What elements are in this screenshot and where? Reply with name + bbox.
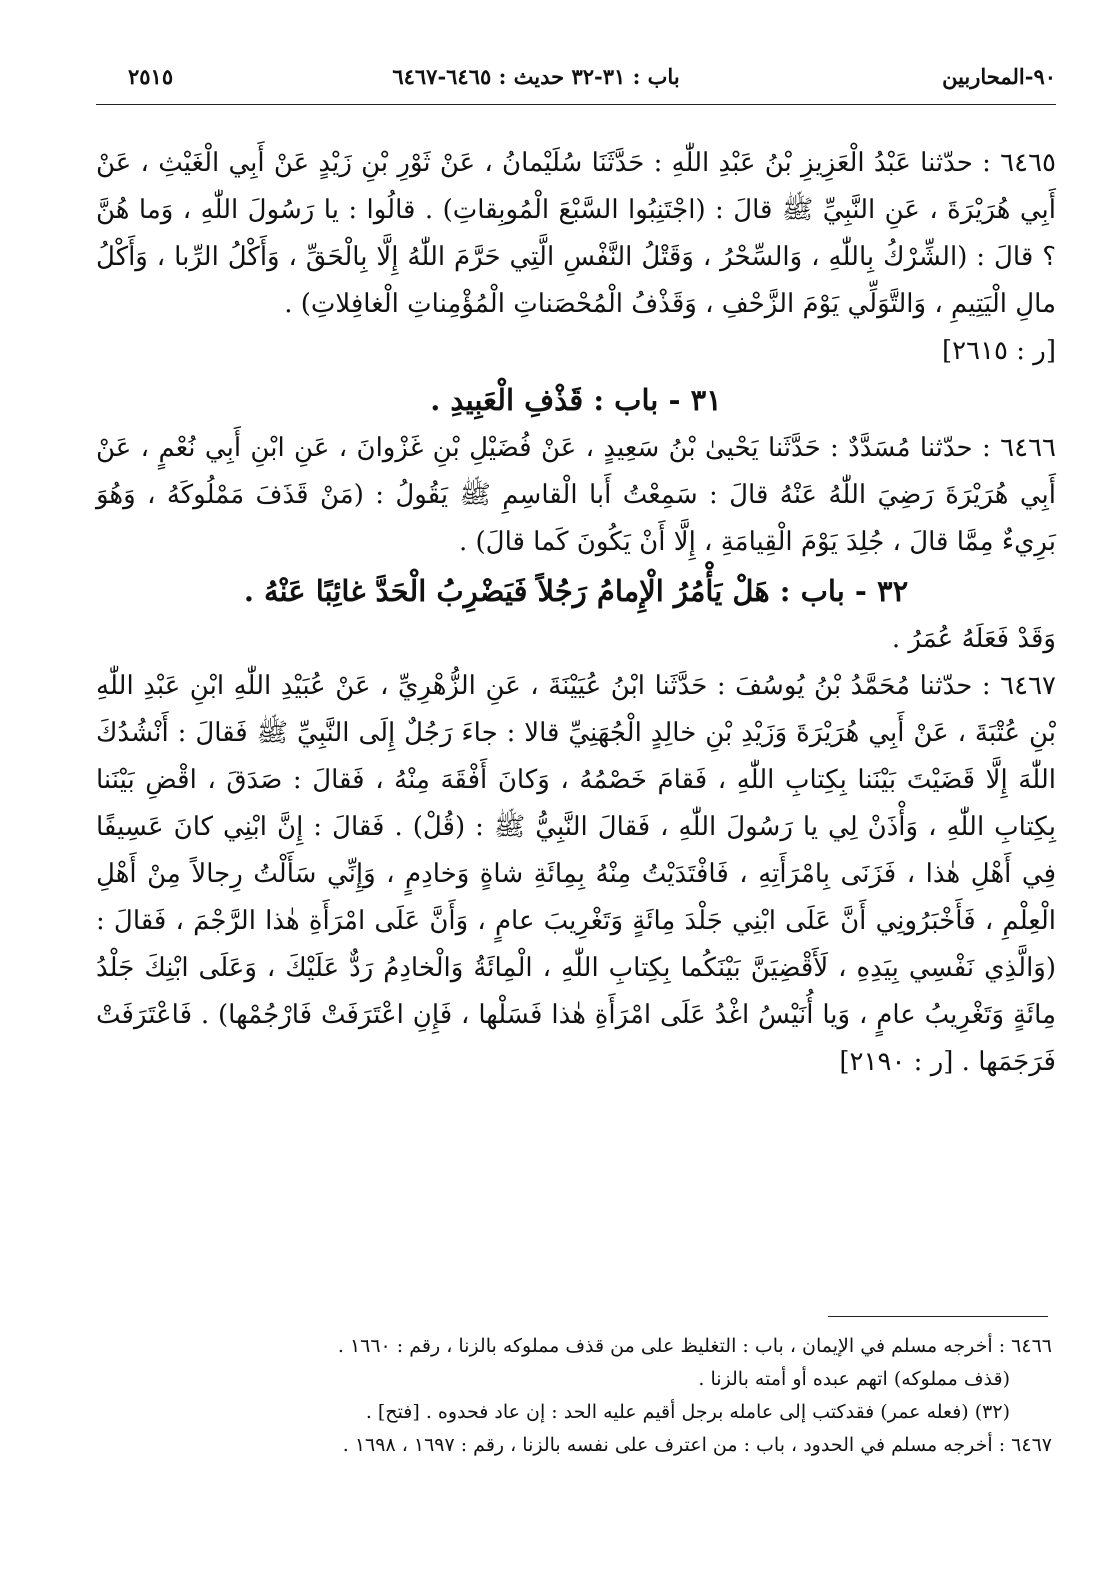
hadith-6467-reference: [ر : ٢١٩٠] — [839, 1047, 954, 1077]
bab-32-heading: ٣٢ - باب : هَلْ يَأْمُرُ الْإِمامُ رَجُلاً فَيَضْرِبُ الْحَدَّ غائِبًا عَنْهُ . — [243, 574, 909, 608]
bab-31-heading: ٣١ - باب : قَذْفِ الْعَبِيدِ . — [430, 383, 722, 417]
hadith-6467 — [96, 663, 1056, 1086]
hadith-6465-reference: [ر : ٢٦١٥] — [941, 336, 1056, 366]
hadith-6467-text: ٦٤٦٧ : حدّثنا مُحَمَّدُ بْنُ يُوسُفَ : حَدَّثَنا ابْنُ عُيَيْنَةَ ، عَنِ الزُّهْرِيِّ ، عَنْ عُبَيْدِ اللّٰهِ ابْنِ عَبْدِ اللّٰهِ بْنِ عُتْبَةَ ، عَنْ أَبِي هُرَيْرَةَ وَزَيْدِ بْنِ خالِدٍ الْجُهَنِيِّ قالا : جاءَ رَجُلٌ إِلَى النَّبِيِّ ﷺ فَقالَ : أَنْشُدُكَ اللّٰهَ إِلَّا قَضَيْتَ بَيْنَنا بِكِتابِ اللّٰهِ ، فَقامَ خَصْمُهُ ، وَكانَ أَفْقَهَ مِنْهُ ، فَقالَ : صَدَقَ ، اقْضِ بَيْنَنا بِكِتابِ اللّٰهِ ، وَأْذَنْ لِي يا رَسُولَ اللّٰهِ ، فَقالَ النَّبِيُّ ﷺ : (قُلْ) . فَقالَ : إِنَّ ابْنِي كانَ عَسِيفًا فِي أَهْلِ هٰذا ، فَزَنَى بِامْرَأَتِهِ ، فَافْتَدَيْتُ مِنْهُ بِمِائَةِ شاةٍ وَخادِمٍ ، وَإِنِّي سَأَلْتُ رِجالاً مِنْ أَهْلِ الْعِلْمِ ، فَأَخْبَرُونِي أَنَّ عَلَى ابْنِي جَلْدَ مِائَةٍ وَتَغْرِيبَ عامٍ ، وَأَنَّ عَلَى امْرَأَةِ هٰذا الرَّجْمَ ، فَقالَ : (وَالَّذِي نَفْسِي بِيَدِهِ ، لَأَقْضِيَنَّ بَيْنَكُما بِكِتابِ اللّٰهِ ، الْمِائَةُ وَالْخادِمُ رَدٌّ عَلَيْكَ ، وَعَلَى ابْنِكَ جَلْدُ مِائَةٍ وَتَغْرِيبُ عامٍ ، وَيا أُنَيْسُ اغْدُ عَلَى امْرَأَةِ هٰذا فَسَلْها ، فَإِنِ اعْتَرَفَتْ فَارْجُمْها) . فَاعْتَرَفَتْ فَرَجَمَها . — [96, 671, 1056, 1077]
hadith-6465: ٦٤٦٥ : حدّثنا عَبْدُ الْعَزِيزِ بْنُ عَبْدِ اللّٰهِ : حَدَّثَنَا سُلَيْمانُ ، عَنْ ثَوْرِ بْنِ زَيْدٍ عَنْ أَبِي الْغَيْثِ ، عَنْ أَبِي هُرَيْرَةَ ، عَنِ النَّبِيِّ ﷺ قالَ : (اجْتَنِبُوا السَّبْعَ الْمُوبِقاتِ) . قالُوا : يا رَسُولَ اللّٰهِ ، وَما هُنَّ ؟ قالَ : (الشِّرْكُ بِاللّٰهِ ، وَالسِّحْرُ ، وَقَتْلُ النَّفْسِ الَّتِي حَرَّمَ اللّٰهُ إِلَّا بِالْحَقِّ ، وَأَكْلُ الرِّبا ، وَأَكْلُ مالِ الْيَتِيمِ ، وَالتَّوَلِّي يَوْمَ الزَّحْفِ ، وَقَذْفُ الْمُحْصَناتِ الْمُؤْمِناتِ الْغافِلاتِ) . — [96, 148, 1056, 319]
page-body — [96, 140, 1056, 1086]
page-number: ٢٥١٥ — [128, 64, 174, 89]
hadith-6466: ٦٤٦٦ : حدّثنا مُسَدَّدٌ : حَدَّثَنا يَحْيىٰ بْنُ سَعِيدٍ ، عَنْ فُضَيْلِ بْنِ غَزْوانَ ، عَنِ ابْنِ أَبِي نُعْمٍ ، عَنْ أَبِي هُرَيْرَةَ رَضِيَ اللّٰهُ عَنْهُ قالَ : سَمِعْتُ أَبا الْقاسِمِ ﷺ يَقُولُ : (مَنْ قَذَفَ مَمْلُوكَهُ ، وَهُوَ بَرِيءٌ مِمَّا قالَ ، جُلِدَ يَوْمَ الْقِيامَةِ ، إِلَّا أَنْ يَكُونَ كَما قالَ) . — [96, 433, 1056, 557]
footnote-6466: ٦٤٦٦ : أخرجه مسلم في الإيمان ، باب : التغليظ على من قذف مملوكه بالزنا ، رقم : ١٦٦٠ . — [337, 1335, 1052, 1357]
footnote-6467: ٦٤٦٧ : أخرجه مسلم في الحدود ، باب : من اعترف على نفسه بالزنا ، رقم : ١٦٩٧ ، ١٦٩٨ . — [342, 1434, 1052, 1456]
bab-32-note: وَقَدْ فَعَلَهُ عُمَرُ . — [891, 624, 1056, 654]
chapter-range: باب : ٣١-٣٢ حديث : ٦٤٦٥-٦٤٦٧ — [392, 64, 680, 89]
footnotes — [120, 1330, 1052, 1462]
book-title: ٩٠-المحاربين — [942, 64, 1056, 89]
page-header — [96, 56, 1056, 102]
header-divider — [96, 104, 1056, 105]
footnote-6466-gloss: (قذف مملوكه) اتهم عبده أو أمته بالزنا . — [698, 1368, 1010, 1390]
footnote-bab-32: (٣٢) (فعله عمر) فقدكتب إلى عامله برجل أقيم عليه الحد : إن عاد فحدوه . [فتح] . — [365, 1401, 1010, 1423]
footnote-divider — [828, 1316, 1048, 1317]
